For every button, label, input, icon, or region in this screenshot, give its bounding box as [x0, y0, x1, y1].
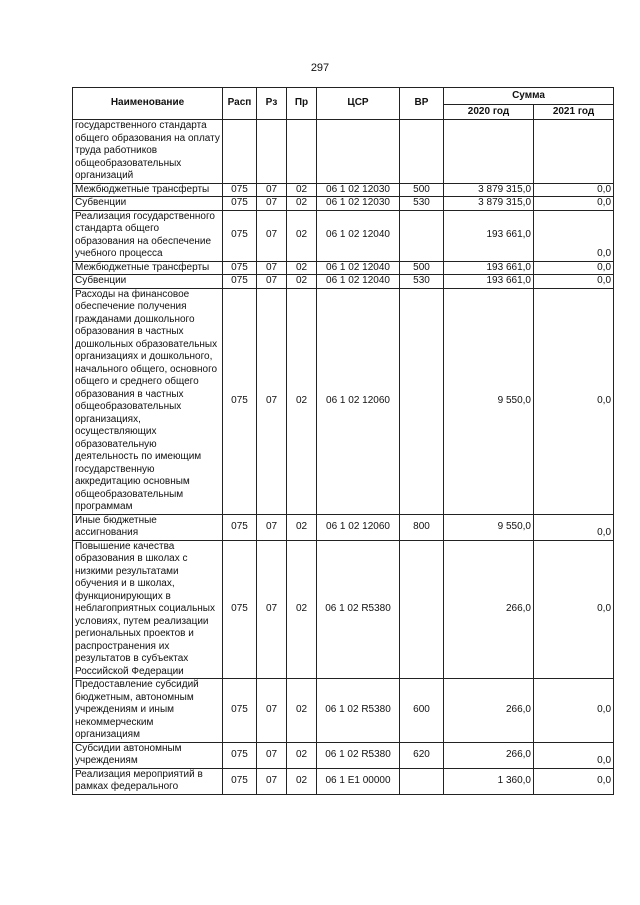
- row-rasp: 075: [223, 261, 257, 275]
- table-row: [73, 768, 614, 794]
- header-rasp: Расп: [223, 88, 257, 120]
- row-rasp: 075: [223, 197, 257, 211]
- row-rz: 07: [257, 514, 287, 540]
- row-2021: [534, 120, 614, 184]
- row-csr: 06 1 E1 00000: [317, 768, 400, 794]
- row-rasp: 075: [223, 768, 257, 794]
- table-row: [73, 210, 614, 261]
- row-vr: 500: [400, 183, 444, 197]
- row-pr: [287, 120, 317, 184]
- table-row: [73, 540, 614, 679]
- table-row: [73, 514, 614, 540]
- row-vr: [400, 540, 444, 679]
- row-name: Иные бюджетные ассигнования: [73, 514, 223, 540]
- row-2020: 3 879 315,0: [444, 197, 534, 211]
- row-csr: 06 1 02 12060: [317, 288, 400, 514]
- table-row: [73, 261, 614, 275]
- row-name: Межбюджетные трансферты: [73, 183, 223, 197]
- header-rz: Рз: [257, 88, 287, 120]
- row-rz: 07: [257, 261, 287, 275]
- row-csr: 06 1 02 12060: [317, 514, 400, 540]
- row-pr: 02: [287, 679, 317, 743]
- row-csr: 06 1 02 12030: [317, 183, 400, 197]
- row-rz: [257, 120, 287, 184]
- header-2020: 2020 год: [444, 105, 534, 120]
- row-csr: 06 1 02 R5380: [317, 679, 400, 743]
- row-rz: 07: [257, 288, 287, 514]
- row-2020: 9 550,0: [444, 288, 534, 514]
- row-vr: 620: [400, 742, 444, 768]
- row-2021: 0,0: [534, 514, 614, 540]
- row-rasp: [223, 120, 257, 184]
- row-2021: 0,0: [534, 261, 614, 275]
- row-2020: 266,0: [444, 742, 534, 768]
- row-vr: 800: [400, 514, 444, 540]
- row-name: Расходы на финансовое обеспечение получения гражданами дошкольного образования в частных дошкольных образовательных организациях и дошкольного, начального общего, основного общего и среднего общего образования в частных общеобразовательных организациях, осуществляющих образовательную деятельность по имеющим государственную аккредитацию основным общеобразовательным программам: [73, 288, 223, 514]
- row-2021: 0,0: [534, 288, 614, 514]
- row-csr: 06 1 02 12030: [317, 197, 400, 211]
- row-pr: 02: [287, 540, 317, 679]
- row-2021: 0,0: [534, 768, 614, 794]
- table-row: [73, 679, 614, 743]
- row-vr: [400, 768, 444, 794]
- row-name: Реализация государственного стандарта общего образования на обеспечение учебного процесса: [73, 210, 223, 261]
- row-vr: 530: [400, 197, 444, 211]
- table-row: [73, 275, 614, 289]
- row-pr: 02: [287, 183, 317, 197]
- row-2020: 3 879 315,0: [444, 183, 534, 197]
- row-pr: 02: [287, 742, 317, 768]
- row-pr: 02: [287, 514, 317, 540]
- row-vr: 600: [400, 679, 444, 743]
- row-pr: 02: [287, 261, 317, 275]
- row-csr: 06 1 02 12040: [317, 275, 400, 289]
- row-name: Субсидии автономным учреждениям: [73, 742, 223, 768]
- row-pr: 02: [287, 288, 317, 514]
- header-sum: Сумма: [444, 88, 614, 105]
- row-2021: 0,0: [534, 679, 614, 743]
- page-number: 297: [310, 62, 330, 74]
- row-2021: 0,0: [534, 197, 614, 211]
- header-name: Наименование: [73, 88, 223, 120]
- row-rz: 07: [257, 210, 287, 261]
- row-rasp: 075: [223, 288, 257, 514]
- row-csr: 06 1 02 R5380: [317, 742, 400, 768]
- row-2021: 0,0: [534, 183, 614, 197]
- row-pr: 02: [287, 210, 317, 261]
- row-rasp: 075: [223, 540, 257, 679]
- header-row: [73, 88, 614, 105]
- row-csr: 06 1 02 12040: [317, 261, 400, 275]
- row-csr: 06 1 02 R5380: [317, 540, 400, 679]
- table-row: [73, 742, 614, 768]
- row-2020: 266,0: [444, 540, 534, 679]
- row-2020: [444, 120, 534, 184]
- row-2020: 266,0: [444, 679, 534, 743]
- row-rz: 07: [257, 540, 287, 679]
- row-name: Межбюджетные трансферты: [73, 261, 223, 275]
- row-pr: 02: [287, 275, 317, 289]
- table-row: [73, 197, 614, 211]
- row-vr: 530: [400, 275, 444, 289]
- header-csr: ЦСР: [317, 88, 400, 120]
- row-rasp: 075: [223, 679, 257, 743]
- row-2021: 0,0: [534, 540, 614, 679]
- row-name: Субвенции: [73, 275, 223, 289]
- row-vr: [400, 120, 444, 184]
- row-name: Реализация мероприятий в рамках федерального: [73, 768, 223, 794]
- row-name: Субвенции: [73, 197, 223, 211]
- row-2021: 0,0: [534, 742, 614, 768]
- row-vr: 500: [400, 261, 444, 275]
- header-pr: Пр: [287, 88, 317, 120]
- row-2020: 1 360,0: [444, 768, 534, 794]
- header-vr: ВР: [400, 88, 444, 120]
- row-rasp: 075: [223, 742, 257, 768]
- row-2020: 193 661,0: [444, 275, 534, 289]
- row-name: Предоставление субсидий бюджетным, автономным учреждениям и иным некоммерческим организациям: [73, 679, 223, 743]
- budget-table: [72, 87, 614, 795]
- row-rasp: 075: [223, 275, 257, 289]
- row-name: Повышение качества образования в школах с низкими результатами обучения и в школах, функционирующих в неблагоприятных социальных условиях, путем реализации региональных проектов и распространения их результатов в субъектах Российской Федерации: [73, 540, 223, 679]
- row-rz: 07: [257, 679, 287, 743]
- row-2020: 193 661,0: [444, 261, 534, 275]
- row-csr: [317, 120, 400, 184]
- row-rz: 07: [257, 742, 287, 768]
- table-row: [73, 183, 614, 197]
- row-name: государственного стандарта общего образования на оплату труда работников общеобразовательных организаций: [73, 120, 223, 184]
- row-vr: [400, 288, 444, 514]
- row-rz: 07: [257, 183, 287, 197]
- row-pr: 02: [287, 768, 317, 794]
- row-2021: 0,0: [534, 275, 614, 289]
- row-2020: 193 661,0: [444, 210, 534, 261]
- row-rz: 07: [257, 768, 287, 794]
- row-rz: 07: [257, 275, 287, 289]
- row-rz: 07: [257, 197, 287, 211]
- row-2020: 9 550,0: [444, 514, 534, 540]
- row-csr: 06 1 02 12040: [317, 210, 400, 261]
- row-pr: 02: [287, 197, 317, 211]
- header-2021: 2021 год: [534, 105, 614, 120]
- row-rasp: 075: [223, 514, 257, 540]
- table-row: [73, 288, 614, 514]
- row-rasp: 075: [223, 210, 257, 261]
- table-row: [73, 120, 614, 184]
- row-2021: 0,0: [534, 210, 614, 261]
- row-vr: [400, 210, 444, 261]
- row-rasp: 075: [223, 183, 257, 197]
